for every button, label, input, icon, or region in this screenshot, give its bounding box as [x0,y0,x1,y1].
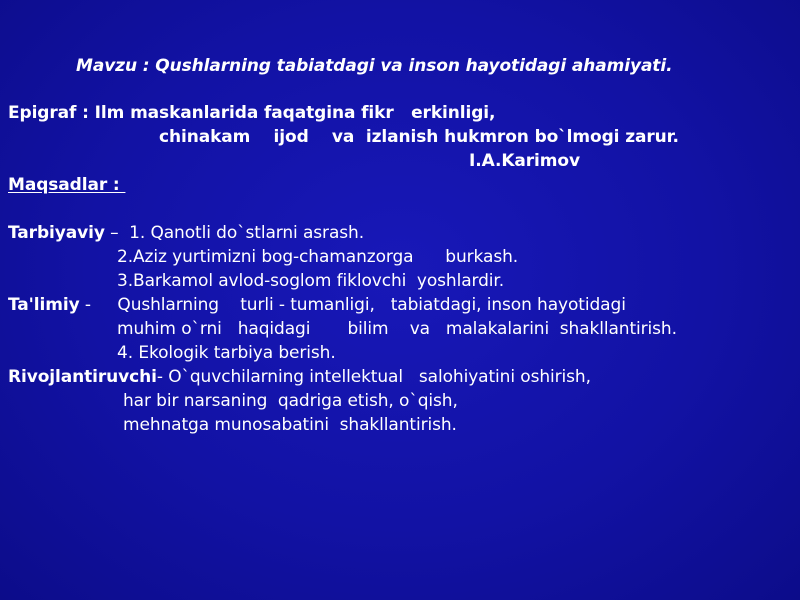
goals-heading: Maqsadlar : [8,175,126,195]
epigraph-text-1: Ilm maskanlarida faqatgina fikr erkinligi, [88,103,496,123]
developmental-item-2: har bir narsaning qadriga etish, o`qish, [123,391,458,411]
developmental-item-1: O`quvchilarning intellektual salohiyatini oshirish, [168,367,591,387]
developmental-label: Rivojlantiruvchi [8,367,157,387]
epigraph-label: Epigraf : [8,103,89,123]
educational-item-2: 2.Aziz yurtimizni bog-chamanzorga burkash. [117,247,519,267]
educational-label: Tarbiyaviy [8,223,105,243]
instructional-line-1 [8,293,626,317]
educational-line-1 [8,221,364,245]
instructional-item-3: 4. Ekologik tarbiya berish. [117,343,336,363]
epigraph-line-2: chinakam ijod va izlanish hukmron bo`lmogi zarur. [159,127,679,147]
developmental-item-3: mehnatga munosabatini shakllantirish. [123,415,457,435]
developmental-line-1 [8,365,591,389]
instructional-item-1: Qushlarning turli - tumanligi, tabiatdagi, inson hayotidagi [117,295,626,315]
educational-dash: – [104,223,130,243]
developmental-dash: - [156,367,169,387]
instructional-dash: - [79,295,118,315]
epigraph-line-1 [8,101,495,125]
topic-title: Mavzu : Qushlarning tabiatdagi va inson hayotidagi ahamiyati. [76,56,673,76]
instructional-item-2: muhim o`rni haqidagi bilim va malakalarini shakllantirish. [117,319,677,339]
educational-item-3: 3.Barkamol avlod-soglom fiklovchi yoshlardir. [117,271,505,291]
instructional-label: Ta'limiy [8,295,80,315]
educational-item-1: 1. Qanotli do`stlarni asrash. [129,223,365,243]
epigraph-author: I.A.Karimov [469,151,580,171]
